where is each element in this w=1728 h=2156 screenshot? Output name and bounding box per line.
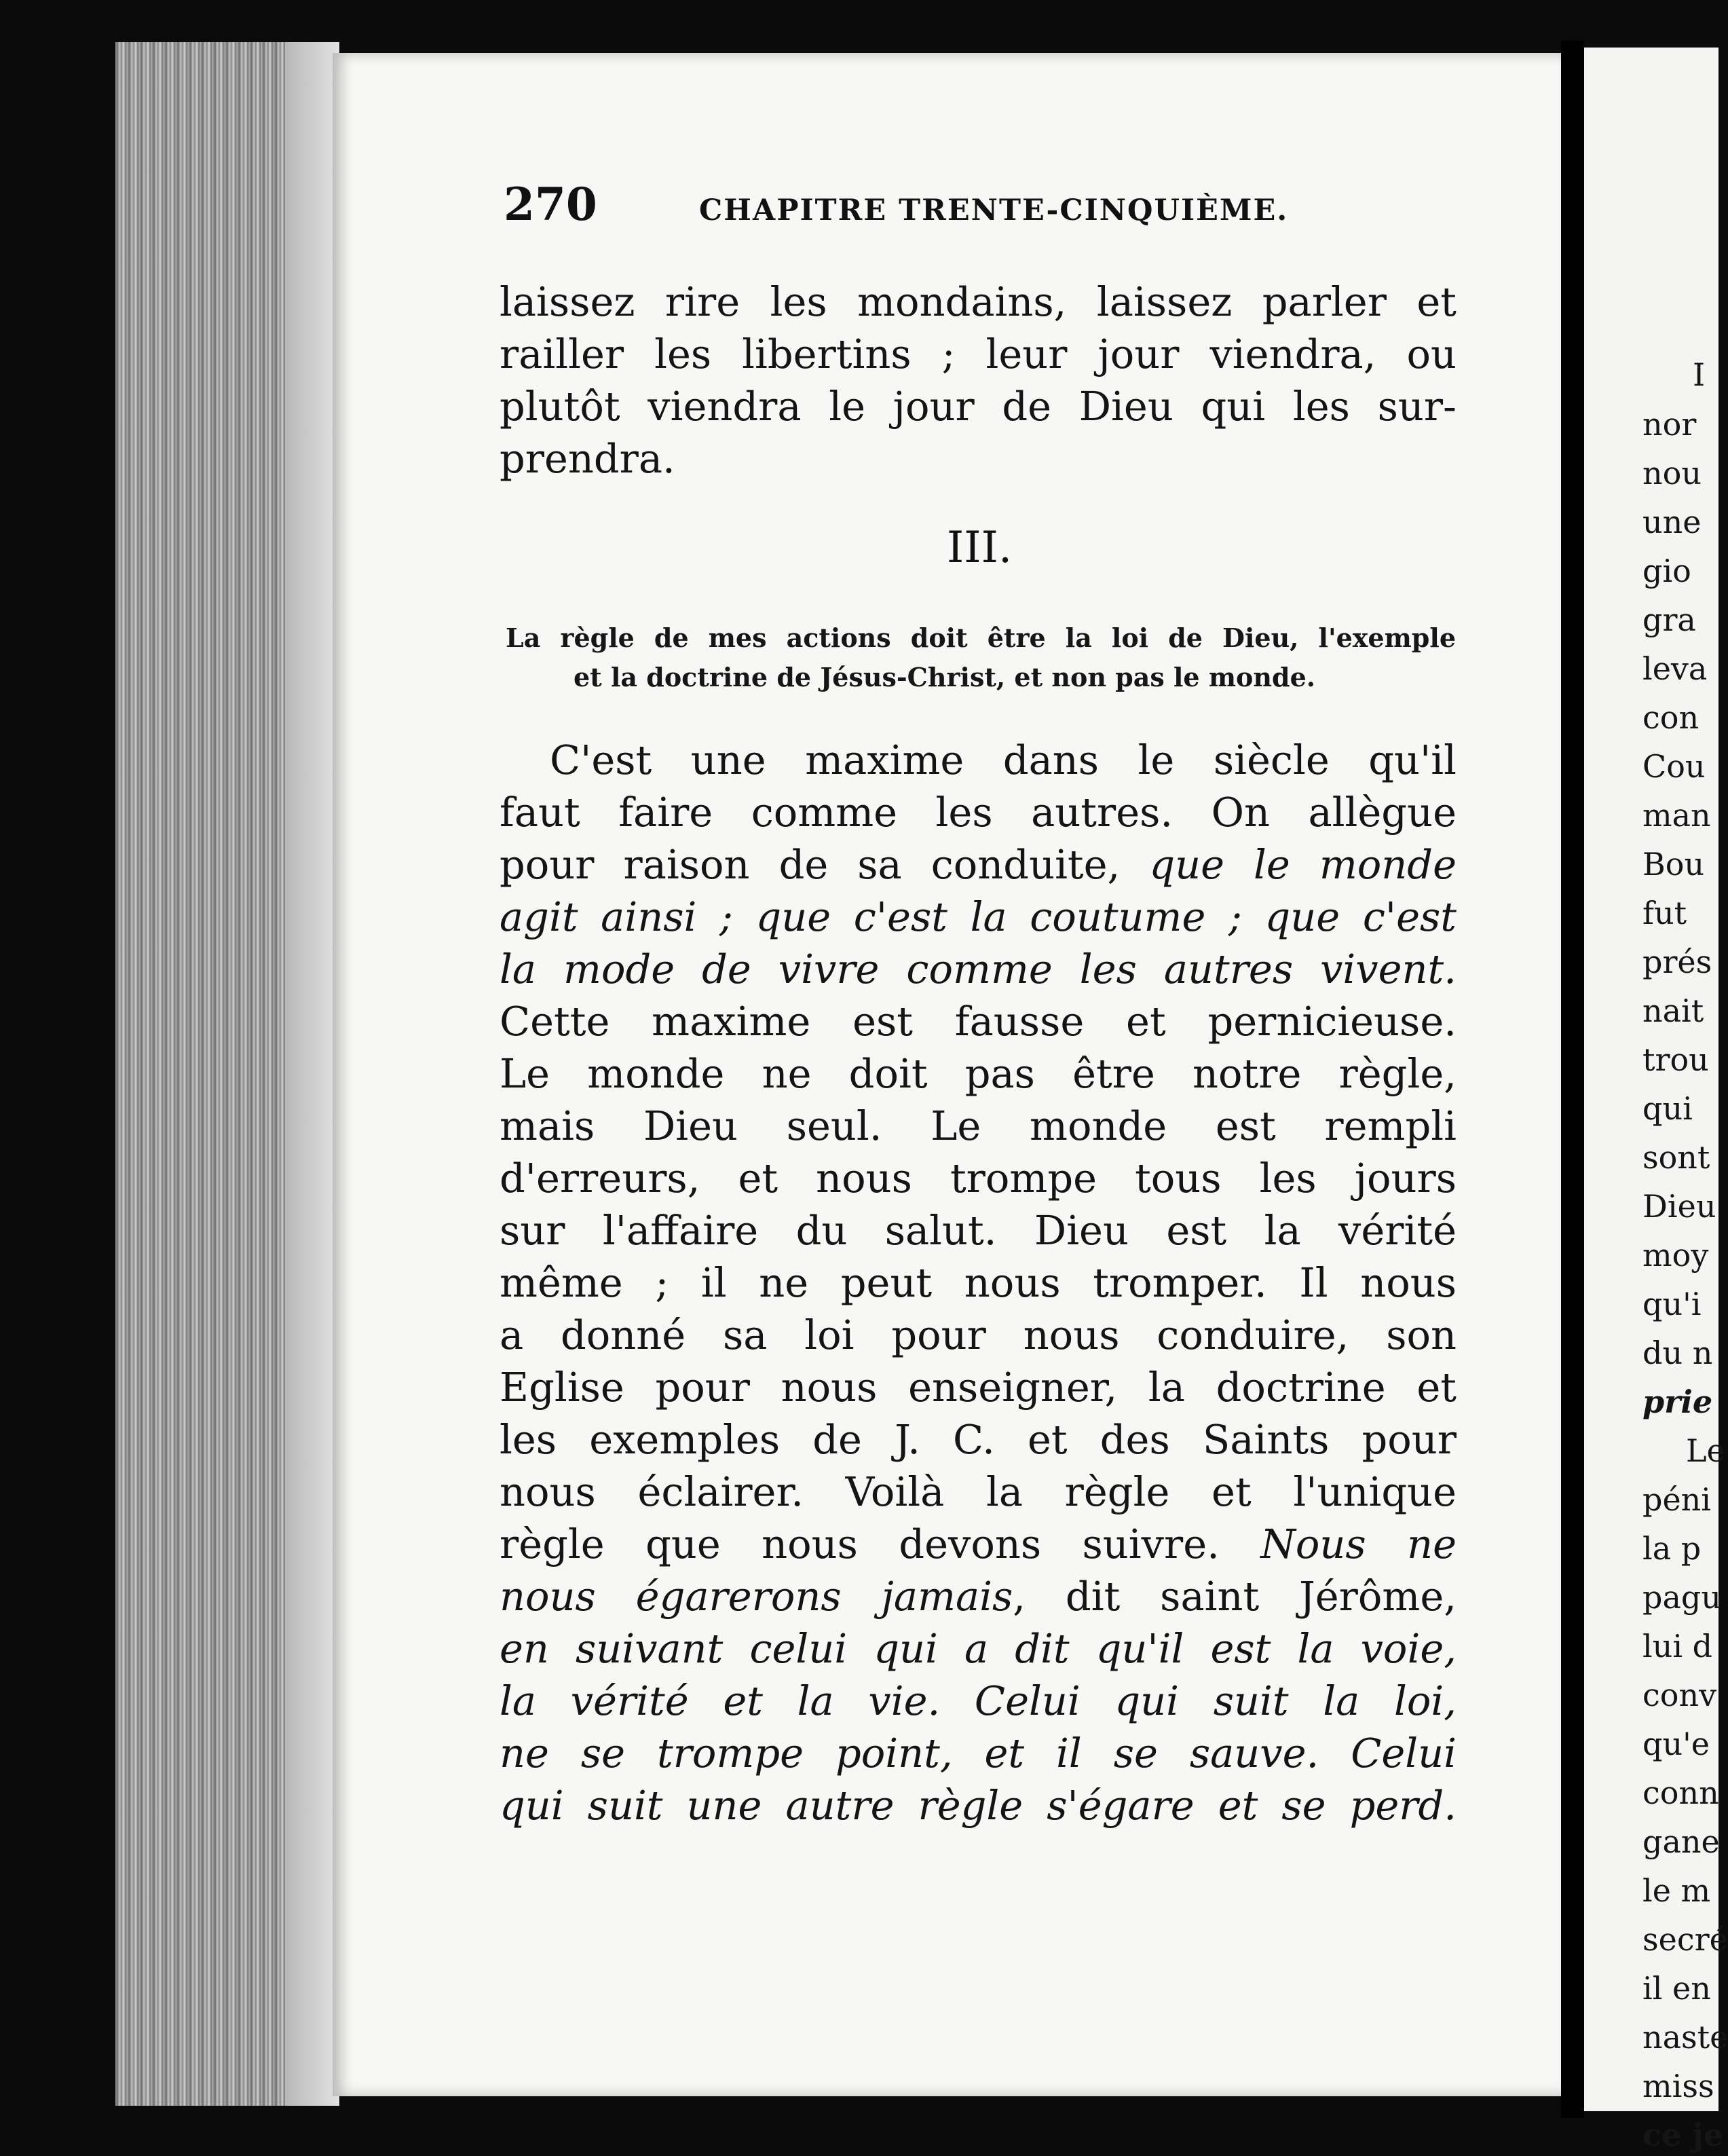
italic-run: Nous ne [1260, 1521, 1457, 1567]
text-line [500, 1521, 1457, 1567]
text-line: les exemples de J. C. et des Saints pour [500, 1416, 1457, 1463]
facing-line: ce je [1642, 2117, 1724, 2153]
text-line: laissez rire les mondains, laissez parler et [500, 278, 1457, 325]
text-line: mais Dieu seul. Le monde est rempli [500, 1102, 1457, 1149]
facing-line: man [1642, 797, 1711, 834]
section-summary-line-1: La règle de mes actions doit être la loi de Dieu, l'exemple [506, 622, 1456, 653]
facing-line: I [1693, 356, 1706, 393]
facing-line: Le [1686, 1432, 1725, 1469]
facing-line: conv [1642, 1677, 1717, 1713]
italic-line: agit ainsi ; que c'est la coutume ; que c'est [500, 893, 1457, 940]
text-run: , dit saint Jérôme, [1013, 1573, 1457, 1620]
text-line [500, 1573, 1457, 1620]
italic-line: en suivant celui qui a dit qu'il est la voie, [500, 1625, 1457, 1672]
facing-line: qui [1642, 1090, 1693, 1127]
text-line: C'est une maxime dans le siècle qu'il [550, 737, 1457, 783]
text-line: Eglise pour nous enseigner, la doctrine et [500, 1364, 1457, 1411]
text-line: Le monde ne doit pas être notre règle, [500, 1050, 1457, 1097]
facing-line: miss [1642, 2068, 1714, 2104]
facing-page [1584, 48, 1728, 2153]
facing-line: Cou [1642, 748, 1706, 785]
facing-line: qu'i [1642, 1286, 1702, 1322]
facing-line: il en [1642, 1970, 1711, 2007]
text-line: a donné sa loi pour nous conduire, son [500, 1312, 1457, 1358]
text-line: d'erreurs, et nous trompe tous les jours [500, 1155, 1457, 1202]
facing-line: le m [1642, 1872, 1711, 1909]
facing-line: lui d [1642, 1628, 1713, 1665]
text-line: railler les libertins ; leur jour viendra, ou [500, 331, 1457, 377]
italic-run: nous égarerons jamais [500, 1573, 1013, 1620]
facing-line: gio [1642, 553, 1691, 589]
text-line: Cette maxime est fausse et pernicieuse. [500, 998, 1457, 1045]
facing-line: naste [1642, 2019, 1728, 2056]
facing-line: sont [1642, 1139, 1710, 1176]
text-run: règle que nous devons suivre. [500, 1521, 1261, 1567]
facing-line: péni [1642, 1481, 1712, 1518]
text-line: prendra. [500, 435, 675, 482]
text-line: nous éclairer. Voilà la règle et l'unique [500, 1468, 1457, 1515]
facing-line: secré [1642, 1921, 1728, 1958]
page-edges-inner [285, 42, 339, 2106]
italic-run: que le monde [1149, 841, 1457, 888]
facing-line: trou [1642, 1041, 1709, 1078]
text-line: sur l'affaire du salut. Dieu est la vérité [500, 1207, 1457, 1254]
italic-line: la mode de vivre comme les autres vivent. [500, 946, 1457, 992]
book-gutter [1561, 41, 1584, 2118]
facing-line: gra [1642, 601, 1696, 638]
text-line [500, 841, 1457, 888]
italic-line: ne se trompe point, et il se sauve. Celui [500, 1730, 1457, 1777]
italic-line: la vérité et la vie. Celui qui suit la loi, [500, 1677, 1457, 1724]
page-number: 270 [504, 178, 597, 231]
section-number: III. [947, 523, 1013, 573]
facing-line: con [1642, 699, 1699, 736]
chapter-title: CHAPITRE TRENTE-CINQUIÈME. [699, 193, 1289, 227]
facing-line: du n [1642, 1335, 1713, 1371]
facing-line: prie [1642, 1383, 1713, 1420]
facing-line: la p [1642, 1530, 1702, 1567]
facing-line: une [1642, 504, 1702, 540]
facing-line: leva [1642, 650, 1708, 687]
facing-line: qu'e [1642, 1726, 1710, 1762]
section-summary-line-2: et la doctrine de Jésus-Christ, et non pas le monde. [574, 662, 1316, 692]
text-run: pour raison de sa conduite, [500, 841, 1150, 888]
italic-line: qui suit une autre règle s'égare et se perd. [500, 1782, 1457, 1829]
text-line: faut faire comme les autres. On allègue [500, 789, 1457, 836]
facing-line: gane [1642, 1823, 1720, 1860]
facing-line: conn [1642, 1774, 1719, 1811]
facing-line: pagu [1642, 1579, 1721, 1616]
facing-line: prés [1642, 944, 1712, 980]
facing-line: nait [1642, 992, 1704, 1029]
facing-line: Dieu [1642, 1188, 1716, 1225]
text-line: plutôt viendra le jour de Dieu qui les sur- [500, 383, 1457, 430]
facing-line: nor [1642, 406, 1697, 443]
facing-line: nou [1642, 455, 1702, 491]
text-line: même ; il ne peut nous tromper. Il nous [500, 1259, 1457, 1306]
facing-line: moy [1642, 1237, 1709, 1274]
facing-line: fut [1642, 895, 1687, 931]
facing-line: Bou [1642, 846, 1705, 882]
